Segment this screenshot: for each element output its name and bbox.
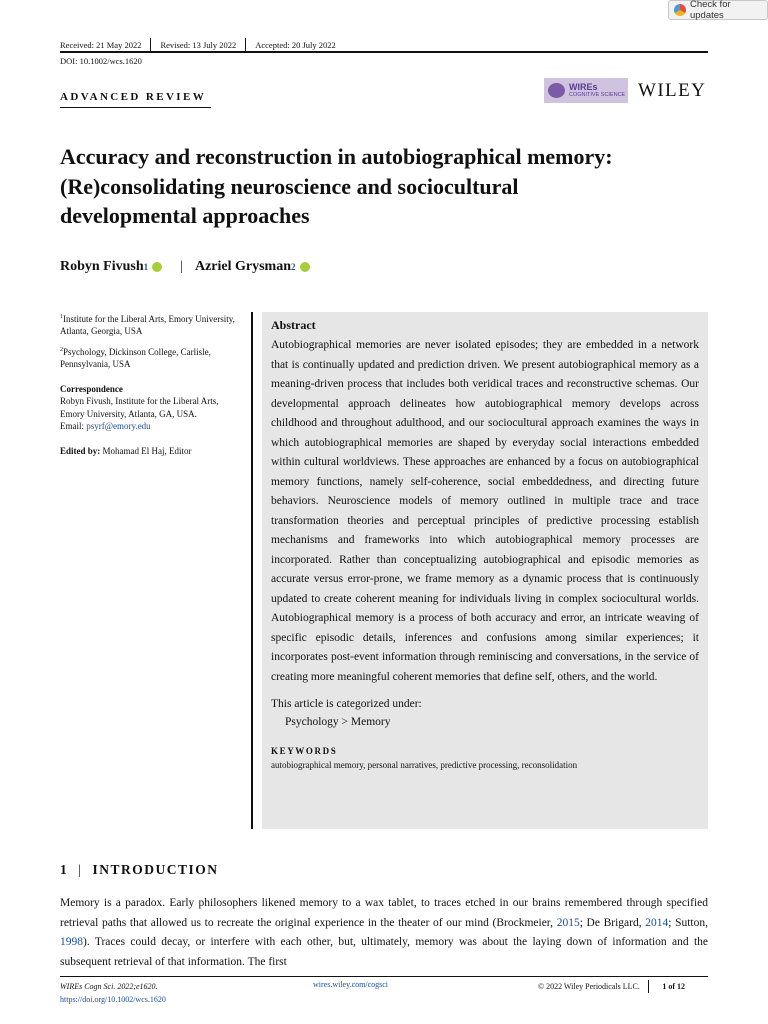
page-number: 1 of 12 <box>662 982 685 991</box>
accepted-date: Accepted: 20 July 2022 <box>255 40 336 50</box>
keywords-heading: KEYWORDS <box>271 746 338 756</box>
correspondence-email <box>60 420 244 432</box>
section-number: 1 <box>60 862 69 877</box>
copyright: © 2022 Wiley Periodicals LLC. <box>538 982 640 991</box>
doi: DOI: 10.1002/wcs.1620 <box>60 56 142 66</box>
section-title: INTRODUCTION <box>92 862 219 877</box>
affiliation-number: 2 <box>60 346 63 353</box>
category-link[interactable]: Psychology > Memory <box>285 716 391 728</box>
title-line: Accuracy and reconstruction in autobiographical memory: <box>60 144 613 169</box>
citation-link[interactable]: 1998 <box>60 936 83 948</box>
affiliation-number: 1 <box>60 314 63 320</box>
divider <box>245 38 246 52</box>
orcid-icon[interactable] <box>300 262 310 272</box>
sidebar-divider <box>251 312 253 829</box>
edited-by <box>60 445 244 457</box>
journal-reference: WIREs Cogn Sci. 2022;e1620. <box>60 982 158 991</box>
journal-logo-line1: WIREs <box>569 81 598 92</box>
body-text-run: ; Sutton, <box>668 916 709 929</box>
citation-link[interactable]: 2014 <box>645 916 669 929</box>
body-paragraph <box>60 894 708 972</box>
check-for-updates-button[interactable] <box>668 0 768 20</box>
author-name[interactable]: Azriel Grysman <box>194 259 291 274</box>
article-type: ADVANCED REVIEW <box>60 91 207 103</box>
author-list: Robyn Fivush 1 | Azriel Grysman 2 <box>60 259 316 275</box>
orcid-icon[interactable] <box>152 262 162 272</box>
journal-site-link[interactable]: wires.wiley.com/cogsci <box>313 980 389 989</box>
footer-citation <box>60 980 166 1006</box>
categorized-heading: This article is categorized under: <box>271 698 422 710</box>
footer-rule <box>60 976 708 977</box>
article-info-sidebar <box>60 311 244 458</box>
affiliation-text: Institute for the Liberal Arts, Emory University, Atlanta, Georgia, USA <box>60 314 235 337</box>
section-separator: | <box>78 862 83 877</box>
section-heading <box>60 862 218 878</box>
crossmark-icon <box>674 4 686 16</box>
correspondence <box>60 383 244 432</box>
article-title <box>60 142 720 231</box>
affiliation <box>60 344 244 371</box>
email-link[interactable]: psyrf@emory.edu <box>86 421 151 432</box>
article-type-underline <box>60 107 211 108</box>
received-date: Received: 21 May 2022 <box>60 40 142 50</box>
title-line: (Re)consolidating neuroscience and sociocultural <box>60 173 519 199</box>
citation-link[interactable]: 2015 <box>556 916 580 929</box>
footer-right <box>538 980 685 993</box>
keywords-list: autobiographical memory, personal narratives, predictive processing, reconsolidation <box>271 760 578 770</box>
journal-logo-line2: COGNITIVE SCIENCE <box>569 91 626 98</box>
header-rule <box>60 51 708 53</box>
footer-divider <box>648 980 650 993</box>
affiliation-text: Psychology, Dickinson College, Carlisle, Pennsylvania, USA <box>60 346 211 369</box>
edited-by-label: Edited by: <box>60 446 101 457</box>
article-dates <box>60 38 345 52</box>
abstract-panel <box>262 312 708 829</box>
body-text-run: ; De Brigard, <box>579 916 646 929</box>
revised-date: Revised: 13 July 2022 <box>160 40 237 50</box>
brain-icon <box>548 83 565 98</box>
abstract-heading: Abstract <box>271 318 316 332</box>
divider <box>150 38 151 52</box>
author-name[interactable]: Robyn Fivush <box>60 259 144 274</box>
body-text-run: ). Traces could decay, or interfere with each other, but, ultimately, memory was about the laying down of information and the subsequent retrieval of that information. The first <box>60 936 708 968</box>
body-text-run: Memory is a paradox. Early philosophers likened memory to a wax tablet, to traces etched in our brains remembered through specified retrieval paths that allowed us to recreate the original experience in the theater of our mind (Brockmeier, <box>60 897 708 929</box>
doi-link[interactable]: https://doi.org/10.1002/wcs.1620 <box>60 995 166 1004</box>
journal-logo <box>544 78 628 103</box>
correspondence-text: Robyn Fivush, Institute for the Liberal Arts, Emory University, Atlanta, GA, USA. <box>60 396 219 419</box>
edited-by-text: Mohamad El Haj, Editor <box>100 446 192 457</box>
title-line: developmental approaches <box>60 203 310 228</box>
affiliation <box>60 311 244 338</box>
abstract-text: Autobiographical memories are never isolated episodes; they are embedded in a network that is continually updated and prediction driven. We present autobiographical memory as a meaning-driven process that includes both veridical traces and reconstructive schemas. Our developmental approach delineates how autobiographical memory develops across childhood and throughout adulthood, and our sociocultural approach examines the ways in which autobiographical memories are shaped by everyday social interactions embedded within cultural worldviews. These approaches are enhanced by a focus on autobiographical memory functions, namely self-coherence, social embeddedness, and directing future behaviors. Neuroscience models of memory outlined in multiple trace and trace transformation theories and perceptual principles of predictive processing establish mechanisms and frameworks into which autobiographical memory processes are incorporated. Rather than conceptualizing autobiographical and episodic memories as accurate versus error-prone, we frame memory as a dynamic process that is continuously updated to create coherent meaning for individuals living in complex sociocultural worlds. Autobiographical memory is a process of both accuracy and error, an intricate weaving of specific episodic details, inferences and confusions among similar experiences; it incorporates post-event information through reminiscing and conversations, in the service of creating more meaningful coherent memories that define self, others, and the world. <box>271 339 699 683</box>
email-label: Email: <box>60 421 87 432</box>
check-for-updates-label: Check for updates <box>689 0 731 21</box>
publisher-logo: WILEY <box>638 80 707 101</box>
correspondence-label: Correspondence <box>60 384 123 395</box>
author-separator: | <box>180 259 183 274</box>
